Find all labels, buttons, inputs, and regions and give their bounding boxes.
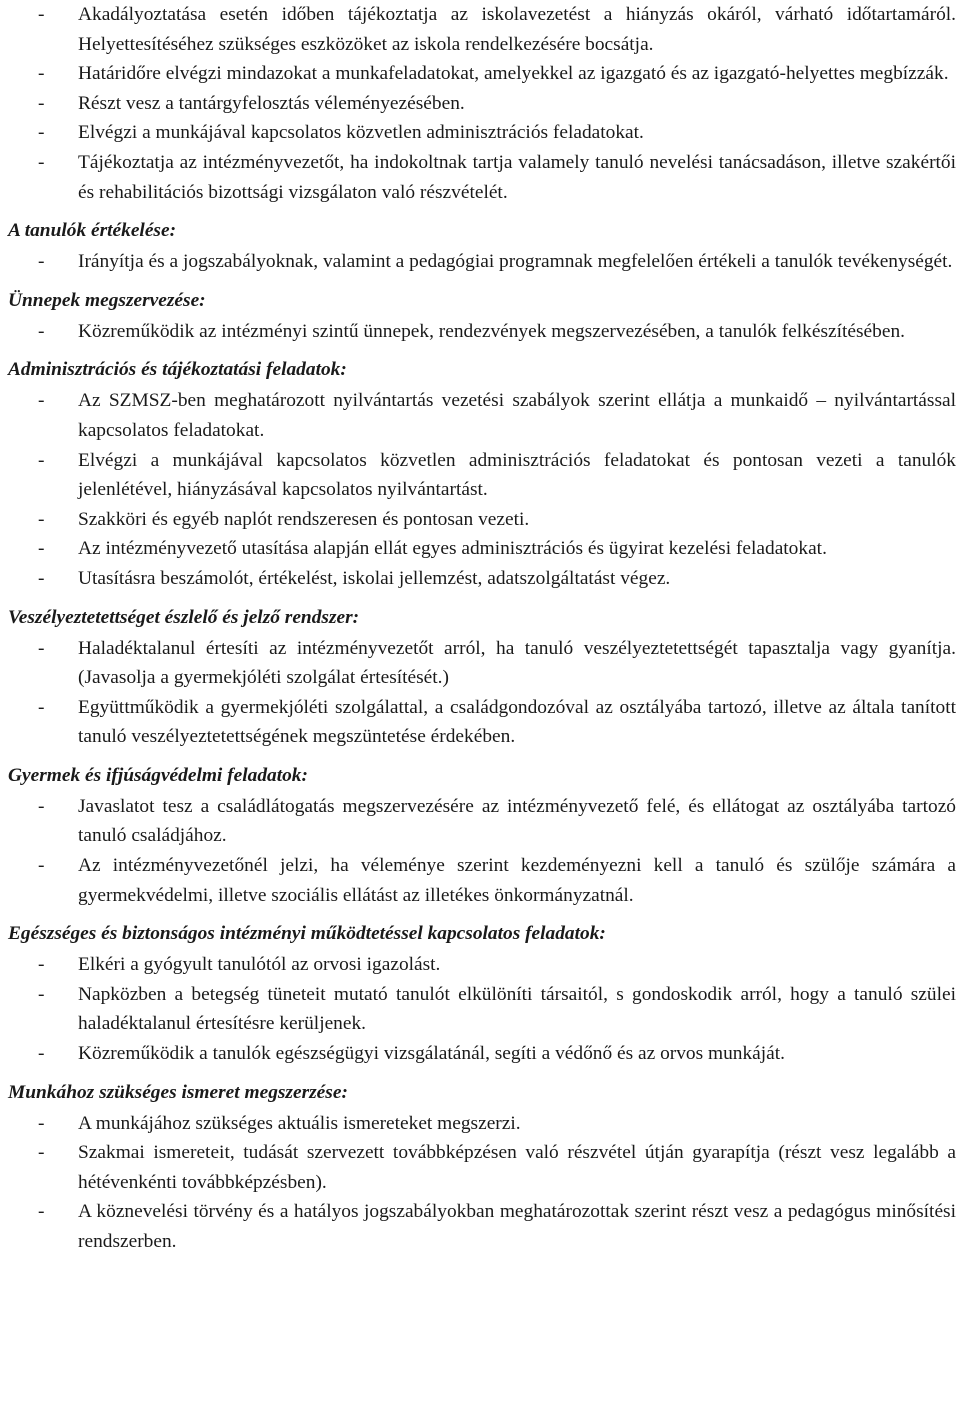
- list-item: [6, 317, 956, 347]
- list-item: [6, 89, 956, 119]
- bullet-dash: -: [38, 251, 45, 273]
- list-item-text: Elvégzi a munkájával kapcsolatos közvetlen adminisztrációs feladatokat.: [78, 122, 644, 144]
- bullet-list: [6, 386, 956, 593]
- list-item: [6, 1138, 956, 1197]
- list-item: [6, 693, 956, 752]
- list-item-text: Irányítja és a jogszabályoknak, valamint a pedagógiai programnak megfelelően értékeli a tanulók tevékenységét.: [78, 251, 953, 273]
- bullet-dash: -: [38, 954, 45, 976]
- bullet-list: [6, 950, 956, 1068]
- list-item-text: Az intézményvezetőnél jelzi, ha véleménye szerint kezdeményezni kell a tanuló és szülője számára a gyermekvédelmi, illetve szociális ellátást az illetékes önkormányzatnál.: [78, 855, 956, 906]
- section-heading: Munkához szükséges ismeret megszerzése:: [8, 1081, 348, 1103]
- section-heading: Gyermek és ifjúságvédelmi feladatok:: [8, 764, 308, 786]
- bullet-dash: -: [38, 1201, 45, 1223]
- list-item-text: A munkájához szükséges aktuális ismereteket megszerzi.: [78, 1112, 521, 1134]
- bullet-dash: -: [38, 1142, 45, 1164]
- list-item: [6, 446, 956, 505]
- list-item: [6, 1197, 956, 1256]
- bullet-dash: -: [38, 855, 45, 877]
- list-item: [6, 148, 956, 207]
- section-heading: A tanulók értékelése:: [8, 220, 177, 242]
- list-item-text: Tájékoztatja az intézményvezetőt, ha indokoltnak tartja valamely tanuló nevelési tanácsadáson, illetve szakértői és rehabilitációs bizottsági vizsgálaton való részvételét.: [78, 151, 956, 203]
- section-heading: Veszélyeztetettséget észlelő és jelző rendszer:: [8, 606, 360, 628]
- section-heading: Adminisztrációs és tájékoztatási feladatok:: [8, 359, 347, 381]
- document-section: [6, 919, 956, 1068]
- bullet-list: [6, 792, 956, 910]
- list-item: [6, 634, 956, 693]
- bullet-dash: -: [38, 92, 45, 114]
- list-item: [6, 0, 956, 59]
- document-section: [6, 0, 956, 207]
- document-section: [6, 355, 956, 593]
- section-heading: Egészséges és biztonságos intézményi működtetéssel kapcsolatos feladatok:: [8, 923, 606, 945]
- list-item: [6, 1039, 956, 1069]
- bullet-dash: -: [38, 390, 45, 412]
- list-item-text: A köznevelési törvény és a hatályos jogszabályokban meghatározottak szerint részt vesz a pedagógus minősítési rendszerben.: [78, 1201, 956, 1252]
- document-section: [6, 216, 956, 277]
- list-item: [6, 386, 956, 445]
- list-item: [6, 980, 956, 1039]
- section-heading: Ünnepek megszervezése:: [8, 289, 206, 311]
- list-item: [6, 950, 956, 980]
- document-section: [6, 761, 956, 910]
- list-item: [6, 564, 956, 594]
- bullet-list: [6, 634, 956, 752]
- bullet-dash: -: [38, 567, 45, 589]
- list-item: [6, 534, 956, 564]
- list-item-text: Az SZMSZ-ben meghatározott nyilvántartás vezetési szabályok szerint ellátja a munkaidő – nyilvántartással kapcsolatos feladatokat.: [78, 390, 956, 441]
- bullet-dash: -: [38, 508, 45, 530]
- bullet-list: [6, 317, 956, 347]
- list-item-text: Szakmai ismereteit, tudását szervezett továbbképzésen való részvétel útján gyarapítja (részt vesz legalább a hétévenkénti továbbképzésben).: [78, 1142, 956, 1193]
- bullet-dash: -: [38, 983, 45, 1005]
- bullet-dash: -: [38, 122, 45, 144]
- list-item-text: Határidőre elvégzi mindazokat a munkafeladatokat, amelyekkel az igazgató és az igazgató-helyettes megbízzák.: [78, 63, 949, 85]
- list-item: [6, 851, 956, 910]
- list-item: [6, 118, 956, 148]
- bullet-dash: -: [38, 151, 45, 173]
- bullet-list: [6, 1109, 956, 1257]
- list-item-text: Szakköri és egyéb naplót rendszeresen és pontosan vezeti.: [78, 508, 530, 530]
- list-item: [6, 1109, 956, 1139]
- bullet-list: [6, 0, 956, 207]
- list-item-text: Az intézményvezető utasítása alapján ellát egyes adminisztrációs és ügyirat kezelési feladatokat.: [78, 538, 827, 560]
- bullet-dash: -: [38, 637, 45, 659]
- bullet-dash: -: [38, 795, 45, 817]
- document-section: [6, 1078, 956, 1257]
- list-item-text: Javaslatot tesz a családlátogatás megszervezésére az intézményvezető felé, és ellátogat az osztályába tartozó tanuló családjához.: [78, 795, 956, 847]
- list-item-text: Közreműködik az intézményi szintű ünnepek, rendezvények megszervezésében, a tanulók felkészítésében.: [78, 320, 905, 342]
- bullet-dash: -: [38, 63, 45, 85]
- list-item: [6, 792, 956, 851]
- bullet-list: [6, 247, 956, 277]
- list-item-text: Részt vesz a tantárgyfelosztás véleményezésében.: [78, 92, 465, 114]
- list-item-text: Akadályoztatása esetén időben tájékoztatja az iskolavezetést a hiányzás okáról, várható időtartamáról. Helyettesítéséhez szükséges eszközöket az iskola rendelkezésére bocsátja.: [78, 4, 956, 55]
- list-item-text: Együttműködik a gyermekjóléti szolgálattal, a családgondozóval az osztályába tartozó, illetve az általa tanított tanuló veszélyeztetettségének megszüntetése érdekében.: [78, 696, 956, 748]
- bullet-dash: -: [38, 320, 45, 342]
- list-item: [6, 59, 956, 89]
- bullet-dash: -: [38, 538, 45, 560]
- bullet-dash: -: [38, 1112, 45, 1134]
- list-item-text: Közreműködik a tanulók egészségügyi vizsgálatánál, segíti a védőnő és az orvos munkáját.: [78, 1043, 786, 1065]
- list-item: [6, 247, 956, 277]
- bullet-dash: -: [38, 4, 45, 25]
- bullet-dash: -: [38, 696, 45, 718]
- document-section: [6, 286, 956, 347]
- list-item-text: Elkéri a gyógyult tanulótól az orvosi igazolást.: [78, 954, 441, 976]
- list-item: [6, 505, 956, 535]
- bullet-dash: -: [38, 449, 45, 471]
- list-item-text: Napközben a betegség tüneteit mutató tanulót elkülöníti társaitól, s gondoskodik arról, hogy a tanuló szülei haladéktalanul értesítésre kerüljenek.: [78, 983, 956, 1035]
- document-section: [6, 603, 956, 752]
- bullet-dash: -: [38, 1043, 45, 1065]
- list-item-text: Haladéktalanul értesíti az intézményvezetőt arról, ha tanuló veszélyeztetettségét tapasztalja vagy gyanítja. (Javasolja a gyermekjóléti szolgálat értesítését.): [78, 637, 956, 689]
- list-item-text: Elvégzi a munkájával kapcsolatos közvetlen adminisztrációs feladatokat és pontosan vezeti a tanulók jelenlétével, hiányzásával kapcsolatos nyilvántartást.: [78, 449, 956, 501]
- list-item-text: Utasításra beszámolót, értékelést, iskolai jellemzést, adatszolgáltatást végez.: [78, 567, 671, 589]
